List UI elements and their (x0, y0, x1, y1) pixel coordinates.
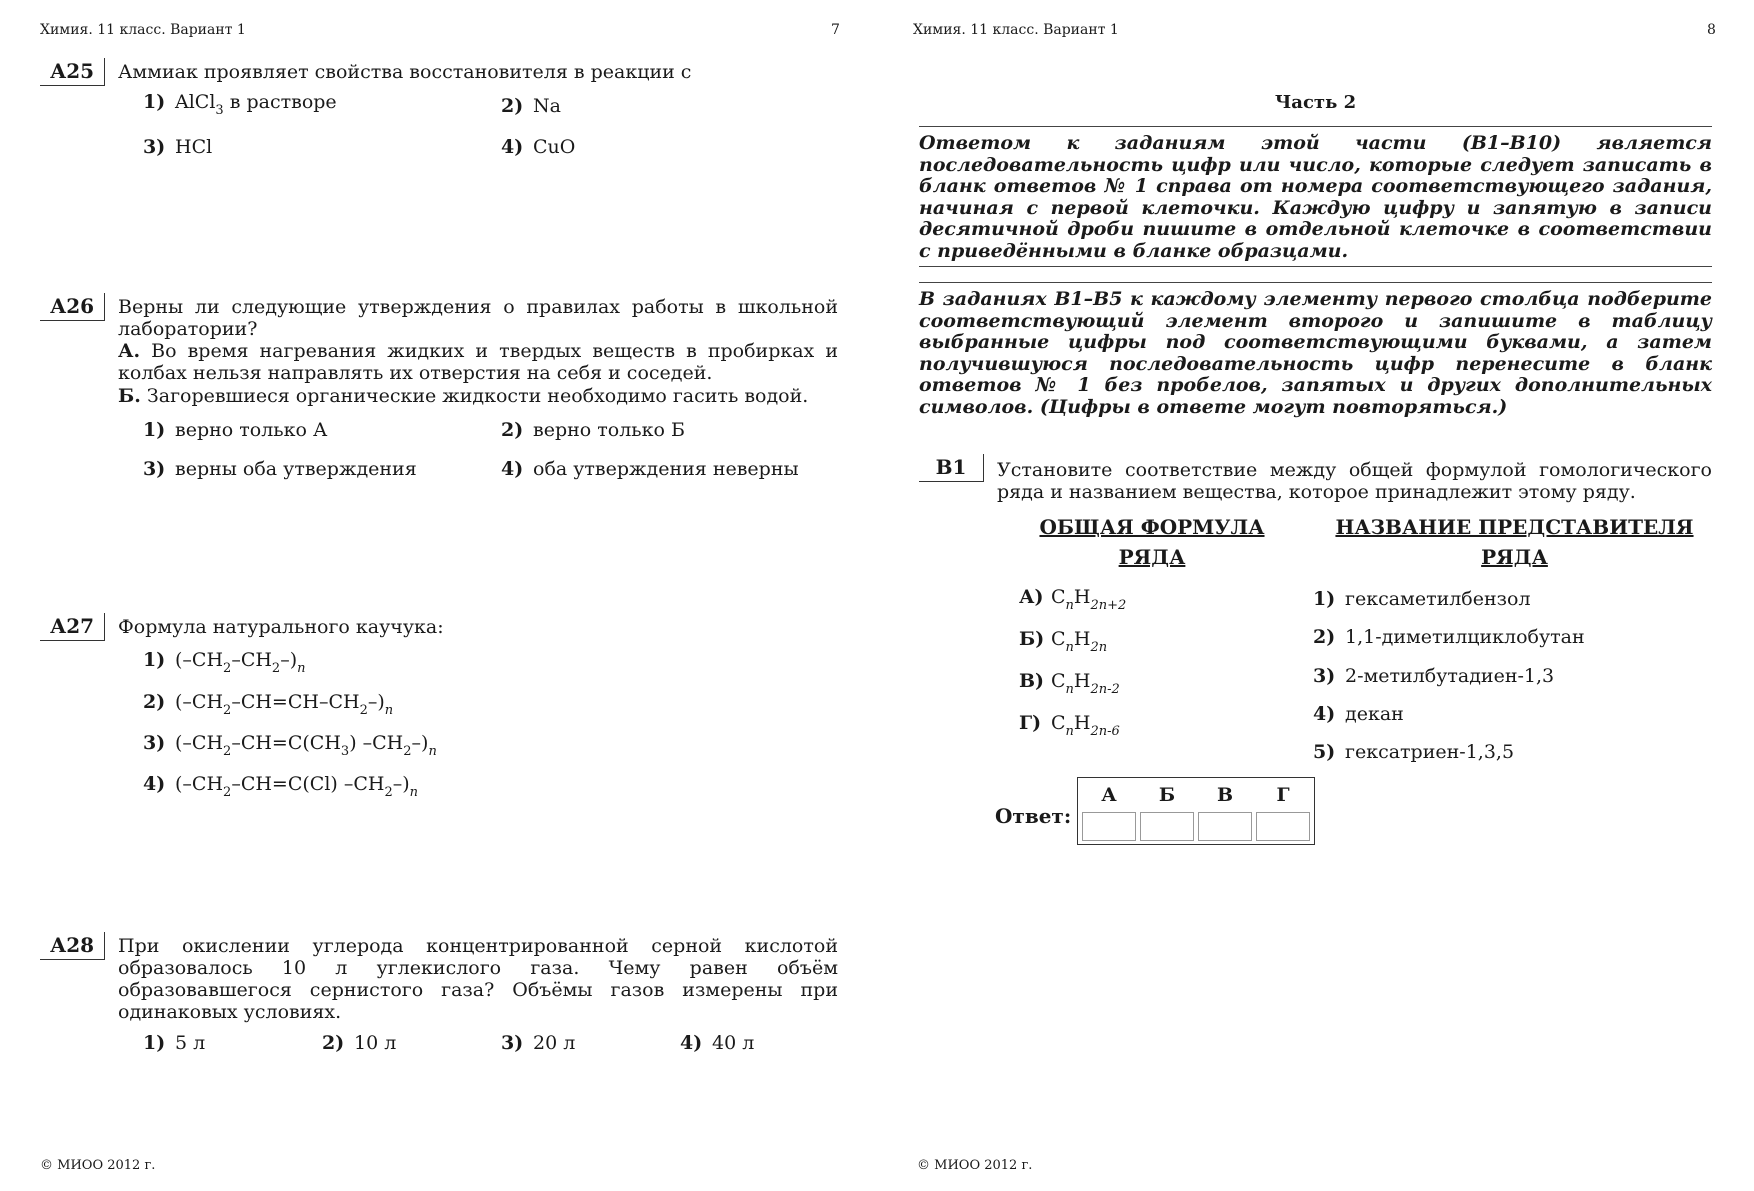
answer-letter: Б (1158, 784, 1176, 806)
question-label: В1 (919, 454, 984, 482)
right-page (877, 0, 1754, 1191)
divider (919, 266, 1712, 267)
page-footer: © МИОО 2012 г. (40, 1158, 156, 1173)
formula-v: В) $C_nH_{2n-2}$ (1019, 670, 1120, 697)
option-1[interactable]: 1) AlCl$_3$ в растворе (143, 91, 337, 118)
option-2[interactable]: 2) Na (501, 95, 561, 117)
answer-cell[interactable] (1256, 812, 1310, 841)
formula-b: Б) $C_nH_{2n}$ (1019, 628, 1108, 655)
option-2[interactable]: 2) верно только Б (501, 419, 685, 441)
answer-cell[interactable] (1198, 812, 1252, 841)
option-1[interactable]: 1) 5 л (143, 1032, 206, 1054)
column-header-name: НАЗВАНИЕ ПРЕДСТАВИТЕЛЯ РЯДА (1335, 515, 1694, 569)
answer-letter: А (1101, 784, 1117, 806)
name-option-3: 3) 2-метилбутадиен-1,3 (1313, 665, 1555, 687)
divider (919, 282, 1712, 283)
option-4[interactable]: 4) оба утверждения неверны (501, 458, 799, 480)
answer-cell[interactable] (1140, 812, 1194, 841)
option-1[interactable]: 1) верно только А (143, 419, 328, 441)
answer-table (1077, 777, 1315, 845)
instructions-general: Ответом к заданиям этой части (В1–В10) является последовательность цифр или число, которые следует записать в бланк ответов № 1 справа от номера соответствующего задания, начиная с первой клеточки. Каждую цифру и запятую в записи десятичной дроби пишите в отдельной клеточке в соответствии с приведёнными в бланке образцами. (919, 132, 1712, 262)
divider (919, 126, 1712, 127)
page-number: 8 (1707, 22, 1716, 38)
question-text: Верны ли следующие утверждения о правилах работы в школьной лаборатории? (118, 296, 838, 340)
option-4[interactable]: 4) 40 л (680, 1032, 755, 1054)
part-title: Часть 2 (1274, 92, 1357, 113)
option-3[interactable]: 3) HCl (143, 136, 213, 158)
question-label: А26 (40, 293, 105, 321)
option-2[interactable]: 2) 10 л (322, 1032, 397, 1054)
name-option-4: 4) декан (1313, 703, 1404, 725)
statement-b: Б. Загоревшиеся органические жидкости необходимо гасить водой. (118, 385, 809, 407)
question-text: При окислении углерода концентрированной серной кислотой образовалось 10 л углекислого газа. Чему равен объём образовавшегося сернистого газа? Объёмы газов измерены при одинаковых условиях. (118, 935, 838, 1023)
question-label: А27 (40, 613, 105, 641)
option-3[interactable]: 3) 20 л (501, 1032, 576, 1054)
answer-letter: В (1216, 784, 1234, 806)
statement-a: А. Во время нагревания жидких и твердых веществ в пробирках и колбах нельзя направлять их отверстия на себя и соседей. (118, 340, 838, 384)
name-option-1: 1) гексаметилбензол (1313, 588, 1531, 610)
option-3[interactable]: 3) верны оба утверждения (143, 458, 417, 480)
name-option-5: 5) гексатриен-1,3,5 (1313, 741, 1515, 763)
formula-g: Г) $C_nH_{2n-6}$ (1019, 712, 1120, 739)
option-4[interactable]: 4) CuO (501, 136, 576, 158)
question-label: А25 (40, 58, 105, 86)
page-footer: © МИОО 2012 г. (917, 1158, 1033, 1173)
formula-a: А) $C_nH_{2n+2}$ (1019, 586, 1127, 613)
answer-label: Ответ: (995, 804, 1072, 828)
option-1[interactable]: 1) $(-CH_2-CH_2-)_n$ (143, 649, 306, 676)
answer-letter: Г (1276, 784, 1290, 806)
answer-cell[interactable] (1082, 812, 1136, 841)
question-text: Формула натурального каучука: (118, 616, 444, 638)
instructions-matching: В заданиях В1–В5 к каждому элементу первого столбца подберите соответствующий элемент второго и запишите в таблицу выбранные цифры под соответствующими буквами, а затем получившуюся последовательность цифр перенесите в бланк ответов № 1 без пробелов, запятых и других дополнительных символов. (Цифры в ответе могут повторяться.) (919, 288, 1712, 418)
page-header: Химия. 11 класс. Вариант 1 (40, 22, 246, 38)
question-text: Установите соответствие между общей формулой гомологического ряда и названием вещества, которое принадлежит этому ряду. (997, 459, 1712, 503)
page-number: 7 (831, 22, 840, 38)
page-header: Химия. 11 класс. Вариант 1 (913, 22, 1119, 38)
option-2[interactable]: 2) $(-CH_2-CH=CH-CH_2-)_n$ (143, 691, 394, 718)
question-text: Аммиак проявляет свойства восстановителя в реакции с (118, 61, 692, 83)
name-option-2: 2) 1,1-диметилциклобутан (1313, 626, 1585, 648)
option-3[interactable]: 3) ($-CH_2-CH=C(CH_3)$ $-CH_2-)_n$ (143, 732, 437, 759)
question-label: А28 (40, 932, 105, 960)
column-header-formula: ОБЩАЯ ФОРМУЛА РЯДА (1039, 515, 1265, 569)
option-4[interactable]: 4) ($-CH_2-CH=C(Cl)$ $-CH_2-)_n$ (143, 773, 419, 800)
